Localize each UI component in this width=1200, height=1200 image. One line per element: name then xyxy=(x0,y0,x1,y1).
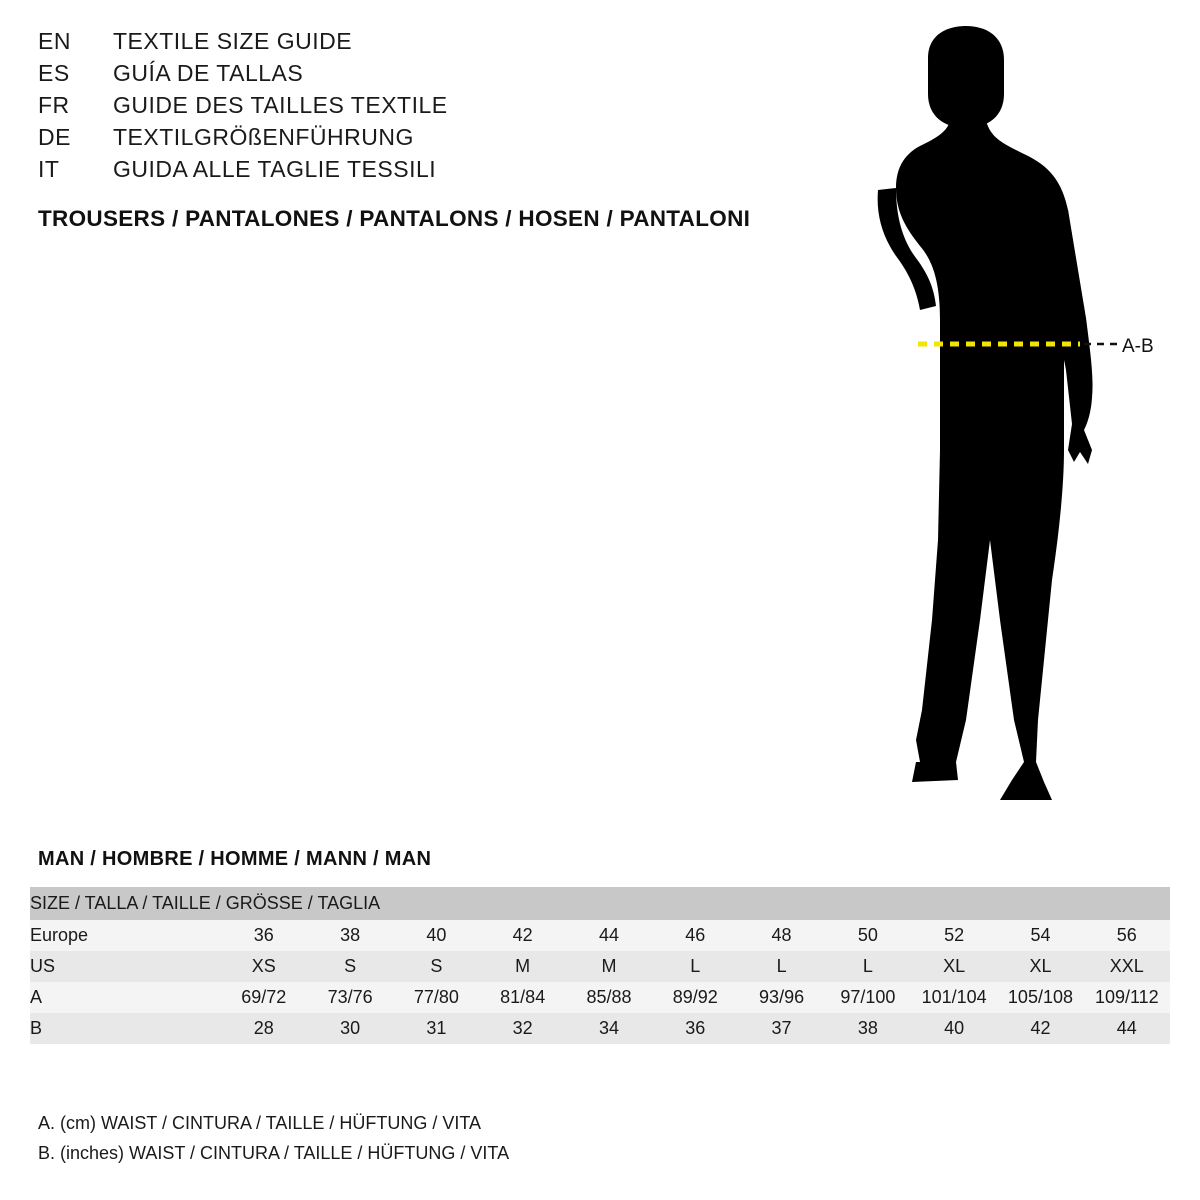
cell-b-2: 31 xyxy=(393,1013,479,1044)
language-code: DE xyxy=(38,124,71,150)
man-silhouette-icon xyxy=(800,20,1200,810)
cell-a-3: 81/84 xyxy=(480,982,566,1013)
language-code: IT xyxy=(38,156,60,182)
cell-a-4: 85/88 xyxy=(566,982,652,1013)
cell-europe-10: 56 xyxy=(1084,920,1170,951)
cell-europe-6: 48 xyxy=(738,920,824,951)
figure-area xyxy=(800,20,1200,810)
row-label-europe: Europe xyxy=(30,920,221,951)
cell-europe-7: 50 xyxy=(825,920,911,951)
cell-a-2: 77/80 xyxy=(393,982,479,1013)
cell-us-10: XXL xyxy=(1084,951,1170,982)
cell-a-5: 89/92 xyxy=(652,982,738,1013)
table-category-label: MAN / HOMBRE / HOMME / MANN / MAN xyxy=(38,848,432,870)
table-row xyxy=(30,982,1170,1013)
language-title: TEXTILE SIZE GUIDE xyxy=(113,28,353,54)
language-code: FR xyxy=(38,92,70,118)
cell-us-7: L xyxy=(825,951,911,982)
cell-us-9: XL xyxy=(997,951,1083,982)
cell-b-0: 28 xyxy=(221,1013,307,1044)
table-header-label: SIZE / TALLA / TAILLE / GRÖSSE / TAGLIA xyxy=(30,887,1170,920)
cell-us-3: M xyxy=(480,951,566,982)
cell-us-6: L xyxy=(738,951,824,982)
cell-us-4: M xyxy=(566,951,652,982)
cell-europe-9: 54 xyxy=(997,920,1083,951)
language-title: GUIDA ALLE TAGLIE TESSILI xyxy=(113,156,437,182)
language-code: EN xyxy=(38,28,71,54)
cell-europe-8: 52 xyxy=(911,920,997,951)
language-row xyxy=(38,60,798,92)
cell-europe-4: 44 xyxy=(566,920,652,951)
cell-europe-5: 46 xyxy=(652,920,738,951)
table-row xyxy=(30,1013,1170,1044)
cell-a-7: 97/100 xyxy=(825,982,911,1013)
cell-b-7: 38 xyxy=(825,1013,911,1044)
language-row xyxy=(38,124,798,156)
cell-us-8: XL xyxy=(911,951,997,982)
size-table xyxy=(30,887,1170,1044)
size-table-section xyxy=(30,848,1170,1044)
cell-a-0: 69/72 xyxy=(221,982,307,1013)
language-code: ES xyxy=(38,60,70,86)
table-row xyxy=(30,920,1170,951)
cell-a-9: 105/108 xyxy=(997,982,1083,1013)
cell-a-6: 93/96 xyxy=(738,982,824,1013)
cell-europe-1: 38 xyxy=(307,920,393,951)
measure-label-ab: A-B xyxy=(1122,336,1154,357)
language-title: TEXTILGRÖßENFÜHRUNG xyxy=(113,124,414,150)
table-header-row xyxy=(30,887,1170,920)
cell-b-6: 37 xyxy=(738,1013,824,1044)
cell-a-8: 101/104 xyxy=(911,982,997,1013)
language-row xyxy=(38,156,798,188)
language-title: GUIDE DES TAILLES TEXTILE xyxy=(113,92,448,118)
cell-b-10: 44 xyxy=(1084,1013,1170,1044)
cell-b-3: 32 xyxy=(480,1013,566,1044)
cell-us-5: L xyxy=(652,951,738,982)
row-label-us: US xyxy=(30,951,221,982)
cell-us-0: XS xyxy=(221,951,307,982)
cell-b-4: 34 xyxy=(566,1013,652,1044)
footnote-b: B. (inches) WAIST / CINTURA / TAILLE / HÜFTUNG / VITA xyxy=(38,1143,510,1163)
cell-a-10: 109/112 xyxy=(1084,982,1170,1013)
row-label-b: B xyxy=(30,1013,221,1044)
cell-b-5: 36 xyxy=(652,1013,738,1044)
cell-europe-0: 36 xyxy=(221,920,307,951)
cell-b-8: 40 xyxy=(911,1013,997,1044)
cell-a-1: 73/76 xyxy=(307,982,393,1013)
table-row xyxy=(30,951,1170,982)
footnotes-block xyxy=(38,1108,938,1168)
garment-type-line: TROUSERS / PANTALONES / PANTALONS / HOSEN / PANTALONI xyxy=(38,206,751,231)
language-row xyxy=(38,28,798,60)
cell-us-1: S xyxy=(307,951,393,982)
cell-europe-2: 40 xyxy=(393,920,479,951)
language-title: GUÍA DE TALLAS xyxy=(113,60,304,86)
cell-b-9: 42 xyxy=(997,1013,1083,1044)
language-header-block xyxy=(38,28,798,232)
cell-us-2: S xyxy=(393,951,479,982)
row-label-a: A xyxy=(30,982,221,1013)
language-row xyxy=(38,92,798,124)
cell-europe-3: 42 xyxy=(480,920,566,951)
footnote-a: A. (cm) WAIST / CINTURA / TAILLE / HÜFTUNG / VITA xyxy=(38,1113,482,1133)
cell-b-1: 30 xyxy=(307,1013,393,1044)
